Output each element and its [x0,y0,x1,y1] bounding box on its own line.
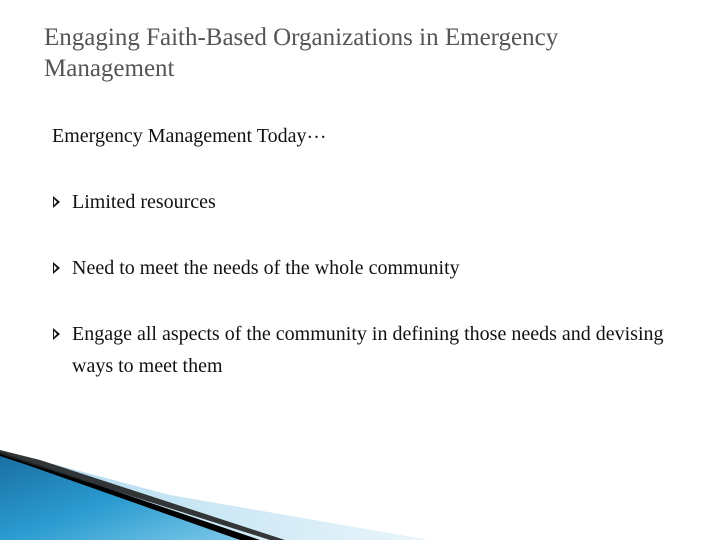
bottom-swoosh-decoration [0,450,720,540]
triangle-bullet-icon [53,328,60,340]
slide-subtitle [52,122,327,150]
bullet-list [52,186,672,382]
blue-wedge [0,456,240,540]
triangle-bullet-icon [53,262,60,274]
bullet-text: Engage all aspects of the community in defining those needs and devising ways to meet them [72,323,664,377]
bullet-text: Need to meet the needs of the whole community [72,257,460,279]
subtitle-ellipsis: … [306,121,328,143]
bullet-item [52,252,672,284]
triangle-bullet-icon [53,196,60,208]
slide-title: Engaging Faith-Based Organizations in Emergency Management [44,24,559,82]
subtitle-text: Emergency Management Today [52,125,307,147]
bullet-item [52,318,672,382]
bullet-text: Limited resources [72,191,216,213]
bullet-item [52,186,672,218]
